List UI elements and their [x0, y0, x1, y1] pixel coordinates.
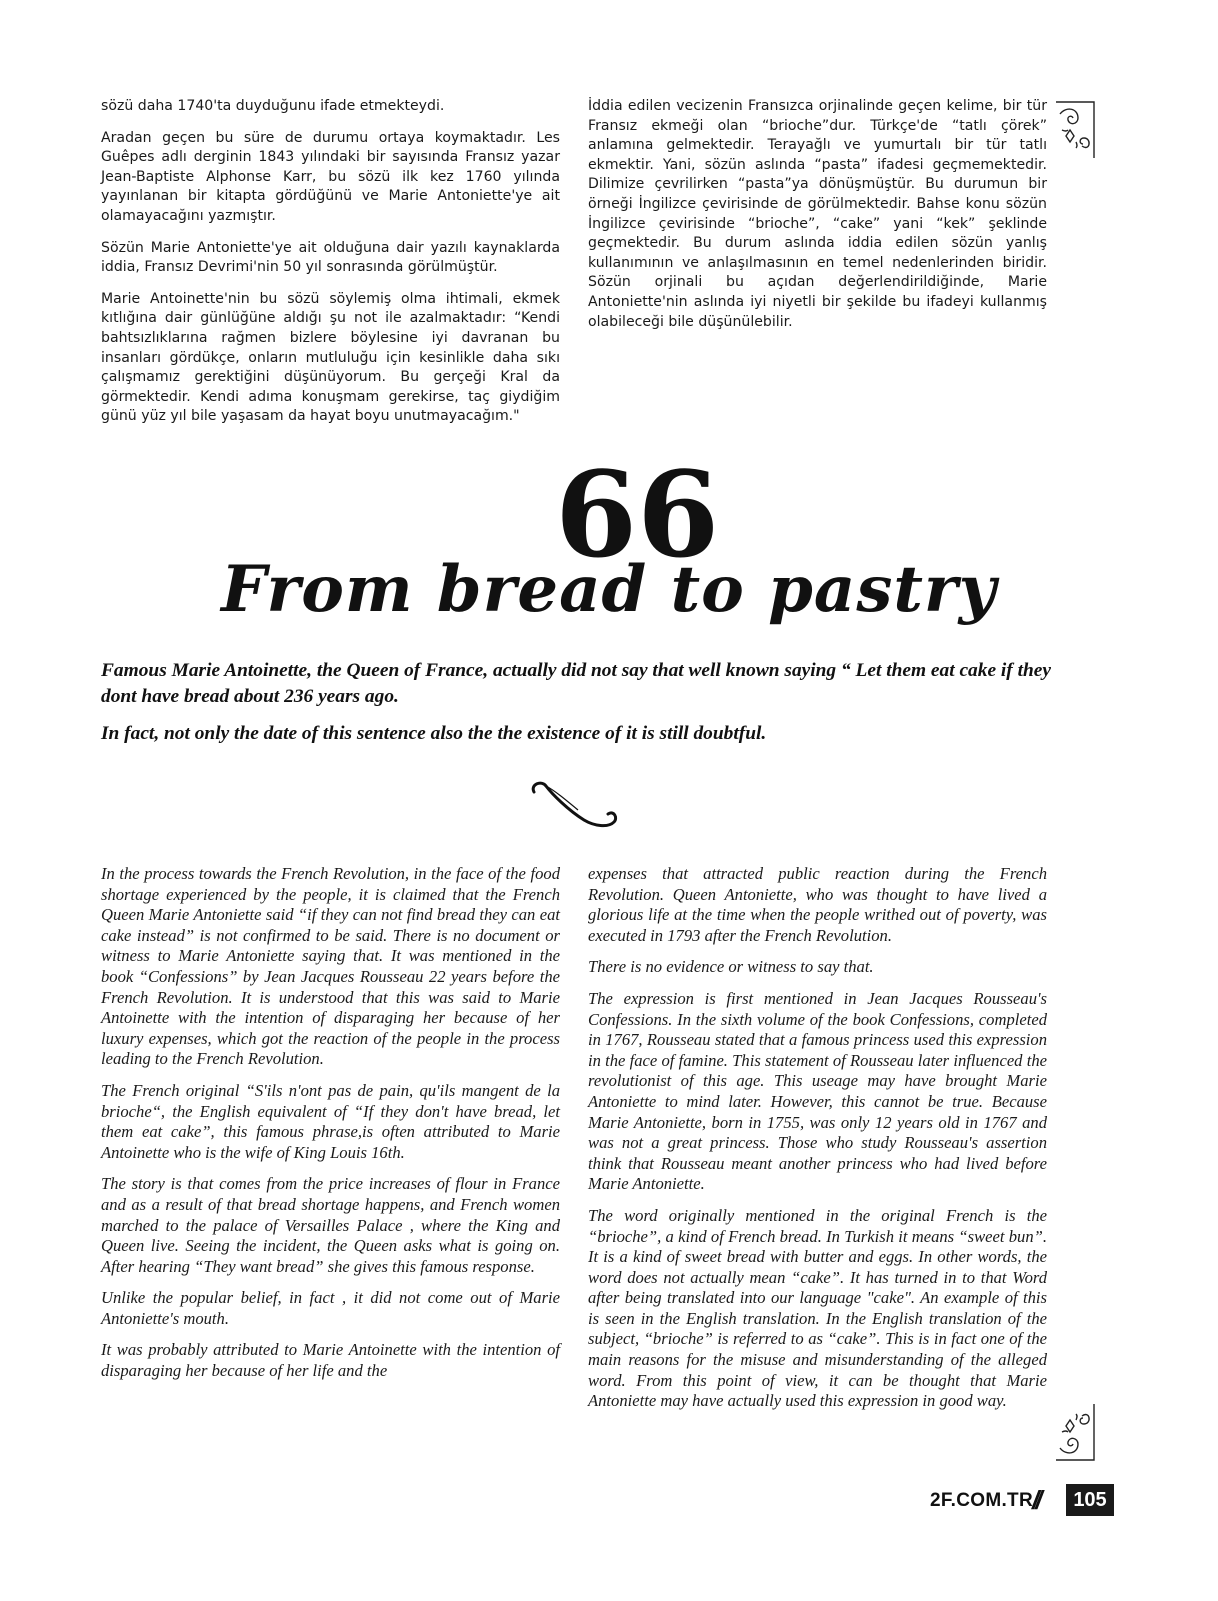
paragraph: The story is that comes from the price increases of flour in France and as a result of that bread shortage happens, and French women marched to the palace of Versailles Palace , where the King and Queen live. Seeing the incident, the Queen asks what is going on. After hearing “They want bread” she gives this famous response. — [101, 1174, 560, 1276]
corner-flourish-icon — [1054, 100, 1114, 160]
turkish-column-left — [101, 97, 560, 439]
paragraph: In the process towards the French Revolution, in the face of the food shortage experienced by the people, it is claimed that the French Queen Marie Antoniette said “if they can not find bread they can eat cake instead” is not confirmed to be said. There is no document or witness to Marie Antoniette saying that. It was mentioned in the book “Confessions” by Jean Jacques Rousseau 22 years before the French Revolution. It is understood that this was said to Marie Antoinette with the intention of disparaging her because of her luxury expenses, which got the reaction of the people in the process leading to the French Revolution. — [101, 864, 560, 1069]
paragraph: Sözün Marie Antoniette'ye ait olduğuna dair yazılı kaynaklarda iddia, Fransız Devrimi'nin 50 yıl sonrasında görülmüştür. — [101, 239, 560, 276]
paragraph: expenses that attracted public reaction during the French Revolution. Queen Antoniette, who was thought to have lived a glorious life at the time when the people writhed out of poverty, was executed in 1793 after the French Revolution. — [588, 864, 1047, 945]
lead-line: In fact, not only the date of this sentence also the the existence of it is still doubtful. — [101, 723, 767, 744]
paragraph: Aradan geçen bu süre de durumu ortaya koymaktadır. Les Guêpes adlı derginin 1843 yılındaki bir sayısında Fransız yazar Jean-Baptiste Alphonse Karr, bu sözü ilk kez 1760 yılında yayınlanan bir kitapta gördüğünü ve Marie Antoniette'ye ait olamayacağını yazmıştır. — [101, 129, 560, 224]
page-number: 105 — [1066, 1484, 1114, 1516]
page-title: From bread to pastry — [221, 552, 997, 627]
paragraph: The French original “S'ils n'ont pas de pain, qu'ils mangent de la brioche“, the English equivalent of “If they don't have bread, let them eat cake”, this famous phrase,is often attributed to Marie Antoinette who is the wife of King Louis 16th. — [101, 1080, 560, 1162]
english-column-right — [588, 864, 1047, 1423]
paragraph: The expression is first mentioned in Jean Jacques Rousseau's Confessions. In the sixth volume of the book Confessions, completed in 1767, Rousseau stated that a famous princess used this expression in the face of famine. This statement of Rousseau later influenced the revolutionist of this age. This useage may have brought Marie Antoniette to mind later. However, this cannot be true. Because Marie Antoniette, born in 1755, was only 12 years old in 1767 and was not a great princess. Those who study Rousseau's assertion think that Rousseau meant another princess who had lived before Marie Antoniette. — [588, 988, 1047, 1194]
swash-divider-icon — [528, 780, 620, 836]
footer-separator: // — [1032, 1485, 1039, 1515]
english-column-left — [101, 864, 560, 1393]
quote-mark: 66 — [555, 445, 720, 584]
paragraph: Marie Antoinette'nin bu sözü söylemiş olma ihtimali, ekmek kıtlığına dair günlüğüne aldığı şu not ile azalmaktadır: “Kendi bahtsızlıklarına rağmen bizlere böylesine iyi davranan bu insanları gördükçe, onların mutluluğu için kesinlikle daha sıkı çalışmamız gerektiğini düşünüyorum. Bu gerçeği Kral da görmektedir. Kendi adıma konuşmam gerekirse, taç giydiğim günü yüz yıl bile yaşasam da hayat boyu unutmayacağım." — [101, 290, 560, 425]
corner-flourish-icon — [1054, 1402, 1114, 1462]
paragraph: sözü daha 1740'ta duyduğunu ifade etmekteydi. — [101, 98, 445, 114]
turkish-column-right — [588, 97, 1047, 344]
footer-site-link[interactable]: 2F.COM.TR — [930, 1490, 1033, 1511]
paragraph: It was probably attributed to Marie Antoinette with the intention of disparaging her because of her life and the — [101, 1340, 560, 1381]
paragraph: Unlike the popular belief, in fact , it did not come out of Marie Antoniette's mouth. — [101, 1288, 560, 1328]
lead-line: Famous Marie Antoinette, the Queen of France, actually did not say that well known saying “ Let them eat cake if they dont have bread about 236 years ago. — [101, 660, 1051, 707]
paragraph: İddia edilen vecizenin Fransızca orjinalinde geçen kelime, bir tür Fransız ekmeği olan “brioche”dur. Türkçe'de “tatlı çörek” anlamına gelmektedir. Terayağlı ve yumurtalı bir tür tatlı ekmektir. Yani, sözün aslında “pasta” ifadesi geçmemektedir. Dilimize çevrilirken “pasta”ya dönüşmüştür. Bu durumun bir örneği İngilizce çevirisinde de görülmektedir. Bahse konu sözün İngilizce çevirisinde “brioche”, “cake” yani “kek” şeklinde geçmektedir. Bu durum aslında iddia edilen sözün yanlış kullanımının ve anlaşılmasının en temel nedenlerinden biridir. Sözün orjinali bu açıdan değerlendirildiğinde, Marie Antoniette'nin aslında iyi niyetli bir şekilde bu ifadeyi kullanmış olabileceği bile düşünülebilir. — [588, 98, 1047, 330]
lead-paragraph — [101, 658, 1051, 758]
paragraph: There is no evidence or witness to say that. — [588, 957, 874, 977]
paragraph: The word originally mentioned in the original French is the “brioche”, a kind of French bread. In Turkish it means “sweet bun”. It is a kind of sweet bread with butter and eggs. In other words, the word does not actually mean “cake”. It has turned in to that Word after being translated into our language "cake". An example of this is seen in the English translation. In the English translation of the subject, “brioche” is referred to as “cake”. This is in fact one of the main reasons for the misuse and misunderstanding of the alleged word. From this point of view, it can be thought that Marie Antoniette may have actually used this expression in good way. — [588, 1205, 1047, 1411]
